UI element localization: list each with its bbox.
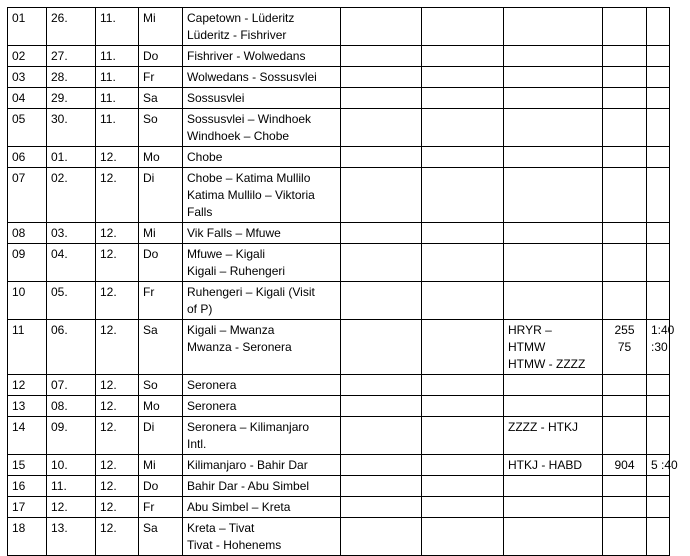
route-line: Seronera – Kilimanjaro — [187, 420, 310, 434]
weekday-cell: Sa — [139, 320, 183, 375]
empty-cell-a — [341, 417, 422, 455]
route-line: Kigali – Mwanza — [187, 323, 275, 337]
route-cell — [183, 282, 341, 320]
row-number-cell: 18 — [8, 518, 47, 556]
day-cell: 28. — [47, 67, 96, 88]
airport-codes-line: HTMW - ZZZZ — [508, 357, 586, 371]
route-line: Bahir Dar - Abu Simbel — [187, 479, 310, 493]
month-cell: 12. — [96, 168, 139, 223]
route-line: Fishriver - Wolwedans — [187, 49, 306, 63]
route-line: Kigali – Ruhengeri — [187, 264, 286, 278]
route-cell — [183, 320, 341, 375]
flight-time-cell — [647, 417, 670, 455]
row-number-cell: 06 — [8, 147, 47, 168]
empty-cell-b — [422, 476, 504, 497]
weekday-cell: Fr — [139, 497, 183, 518]
month-cell: 12. — [96, 396, 139, 417]
route-line: Ruhengeri – Kigali (Visit — [187, 285, 315, 299]
day-cell: 02. — [47, 168, 96, 223]
weekday-cell: Mo — [139, 396, 183, 417]
day-cell: 08. — [47, 396, 96, 417]
airport-codes-cell — [504, 518, 603, 556]
month-cell: 11. — [96, 8, 139, 46]
route-cell — [183, 455, 341, 476]
month-cell: 12. — [96, 476, 139, 497]
distance-line: 75 — [617, 340, 632, 354]
row-number-cell: 11 — [8, 320, 47, 375]
airport-codes-cell — [504, 46, 603, 67]
route-cell — [183, 375, 341, 396]
row-number-cell: 14 — [8, 417, 47, 455]
flight-time-cell — [647, 396, 670, 417]
weekday-cell: Sa — [139, 518, 183, 556]
empty-cell-a — [341, 46, 422, 67]
airport-codes-cell — [504, 67, 603, 88]
flight-time-cell — [647, 109, 670, 147]
weekday-cell: Fr — [139, 67, 183, 88]
empty-cell-b — [422, 88, 504, 109]
route-line: Katima Mullilo – Viktoria — [187, 188, 315, 202]
empty-cell-b — [422, 8, 504, 46]
flight-time-cell — [647, 147, 670, 168]
flight-time-cell — [647, 320, 675, 375]
route-cell — [183, 46, 341, 67]
flight-time-cell — [647, 88, 670, 109]
row-number-cell: 16 — [8, 476, 47, 497]
route-line: Kilimanjaro - Bahir Dar — [187, 458, 308, 472]
day-cell: 13. — [47, 518, 96, 556]
route-cell — [183, 396, 341, 417]
distance-cell — [603, 147, 647, 168]
distance-cell — [603, 396, 647, 417]
row-number-cell: 02 — [8, 46, 47, 67]
empty-cell-b — [422, 455, 504, 476]
distance-cell — [603, 168, 647, 223]
month-cell: 12. — [96, 282, 139, 320]
flight-time-cell — [647, 476, 670, 497]
flight-time-cell — [647, 8, 670, 46]
row-number-cell: 08 — [8, 223, 47, 244]
empty-cell-a — [341, 147, 422, 168]
empty-cell-b — [422, 109, 504, 147]
route-line: Seronera — [187, 378, 237, 392]
row-number-cell: 12 — [8, 375, 47, 396]
empty-cell-a — [341, 476, 422, 497]
day-cell: 09. — [47, 417, 96, 455]
empty-cell-a — [341, 88, 422, 109]
empty-cell-a — [341, 320, 422, 375]
empty-cell-b — [422, 396, 504, 417]
weekday-cell: Do — [139, 46, 183, 67]
route-line: Vik Falls – Mfuwe — [187, 226, 281, 240]
distance-cell — [603, 282, 647, 320]
day-cell: 30. — [47, 109, 96, 147]
row-number-cell: 13 — [8, 396, 47, 417]
day-cell: 01. — [47, 147, 96, 168]
month-cell: 11. — [96, 109, 139, 147]
airport-codes-cell — [504, 168, 603, 223]
weekday-cell: Mi — [139, 8, 183, 46]
airport-codes-cell — [504, 88, 603, 109]
route-line: Sossusvlei — [187, 91, 245, 105]
day-cell: 27. — [47, 46, 96, 67]
route-cell — [183, 223, 341, 244]
route-line: Chobe – Katima Mullilo — [187, 171, 311, 185]
distance-cell — [603, 223, 647, 244]
distance-cell — [603, 518, 647, 556]
route-line: Mwanza - Seronera — [187, 340, 292, 354]
flight-time-cell — [647, 67, 670, 88]
table-row — [8, 455, 670, 476]
table-row — [8, 244, 670, 282]
airport-codes-cell — [504, 147, 603, 168]
airport-codes-cell — [504, 455, 603, 476]
itinerary-table — [7, 7, 678, 556]
table-row — [8, 67, 670, 88]
day-cell: 06. — [47, 320, 96, 375]
table-row — [8, 109, 670, 147]
weekday-cell: So — [139, 375, 183, 396]
airport-codes-cell — [504, 476, 603, 497]
route-cell — [183, 147, 341, 168]
day-cell: 10. — [47, 455, 96, 476]
flight-time-cell — [647, 168, 670, 223]
flight-time-cell — [647, 282, 670, 320]
table-row — [8, 476, 670, 497]
month-cell: 12. — [96, 497, 139, 518]
route-cell — [183, 67, 341, 88]
day-cell: 29. — [47, 88, 96, 109]
row-number-cell: 01 — [8, 8, 47, 46]
route-cell — [183, 88, 341, 109]
empty-cell-b — [422, 375, 504, 396]
distance-cell — [603, 46, 647, 67]
airport-codes-line: HTKJ - HABD — [508, 458, 583, 472]
flight-time-cell — [647, 497, 670, 518]
flight-time-cell — [647, 518, 670, 556]
route-line: Sossusvlei – Windhoek — [187, 112, 312, 126]
table-row — [8, 417, 670, 455]
route-line: Lüderitz - Fishriver — [187, 28, 287, 42]
route-line: Mfuwe – Kigali — [187, 247, 266, 261]
weekday-cell: Sa — [139, 88, 183, 109]
day-cell: 07. — [47, 375, 96, 396]
distance-cell — [603, 497, 647, 518]
empty-cell-b — [422, 417, 504, 455]
empty-cell-b — [422, 320, 504, 375]
flight-time-cell — [647, 375, 670, 396]
empty-cell-b — [422, 147, 504, 168]
route-line: Windhoek – Chobe — [187, 129, 290, 143]
row-number-cell: 03 — [8, 67, 47, 88]
route-line: Wolwedans - Sossusvlei — [187, 70, 317, 84]
distance-cell — [603, 109, 647, 147]
day-cell: 05. — [47, 282, 96, 320]
empty-cell-a — [341, 396, 422, 417]
day-cell: 03. — [47, 223, 96, 244]
row-number-cell: 17 — [8, 497, 47, 518]
route-line: Intl. — [187, 437, 207, 451]
table-row — [8, 497, 670, 518]
distance-cell — [603, 417, 647, 455]
route-line: Tivat - Hohenems — [187, 538, 282, 552]
distance-line: 904 — [614, 458, 635, 472]
airport-codes-cell — [504, 417, 603, 455]
flight-time-cell — [647, 455, 678, 476]
weekday-cell: Mi — [139, 223, 183, 244]
route-cell — [183, 518, 341, 556]
route-line: Kreta – Tivat — [187, 521, 255, 535]
weekday-cell: Mo — [139, 147, 183, 168]
empty-cell-a — [341, 497, 422, 518]
table-row — [8, 320, 670, 375]
month-cell: 12. — [96, 417, 139, 455]
month-cell: 12. — [96, 244, 139, 282]
day-cell: 26. — [47, 8, 96, 46]
distance-cell — [603, 244, 647, 282]
route-cell — [183, 109, 341, 147]
route-cell — [183, 168, 341, 223]
distance-cell — [603, 8, 647, 46]
weekday-cell: Do — [139, 476, 183, 497]
weekday-cell: Do — [139, 244, 183, 282]
airport-codes-cell — [504, 320, 603, 375]
airport-codes-cell — [504, 497, 603, 518]
empty-cell-b — [422, 223, 504, 244]
route-line: Chobe — [187, 150, 223, 164]
table-row — [8, 46, 670, 67]
distance-cell — [603, 88, 647, 109]
empty-cell-a — [341, 67, 422, 88]
table-row — [8, 375, 670, 396]
flight-time-line: 5 :40 — [651, 458, 678, 472]
route-line: of P) — [187, 302, 213, 316]
table-row — [8, 282, 670, 320]
month-cell: 12. — [96, 223, 139, 244]
route-line: Falls — [187, 205, 213, 219]
route-cell — [183, 417, 341, 455]
day-cell: 11. — [47, 476, 96, 497]
empty-cell-b — [422, 67, 504, 88]
weekday-cell: Mi — [139, 455, 183, 476]
empty-cell-b — [422, 46, 504, 67]
airport-codes-cell — [504, 282, 603, 320]
empty-cell-b — [422, 168, 504, 223]
empty-cell-b — [422, 518, 504, 556]
empty-cell-a — [341, 244, 422, 282]
row-number-cell: 04 — [8, 88, 47, 109]
route-cell — [183, 497, 341, 518]
empty-cell-a — [341, 455, 422, 476]
airport-codes-cell — [504, 223, 603, 244]
row-number-cell: 10 — [8, 282, 47, 320]
empty-cell-a — [341, 282, 422, 320]
flight-time-line: 1:40 — [651, 323, 675, 337]
distance-cell — [603, 67, 647, 88]
month-cell: 11. — [96, 46, 139, 67]
airport-codes-cell — [504, 375, 603, 396]
month-cell: 11. — [96, 67, 139, 88]
row-number-cell: 05 — [8, 109, 47, 147]
row-number-cell: 15 — [8, 455, 47, 476]
route-line: Seronera — [187, 399, 237, 413]
weekday-cell: So — [139, 109, 183, 147]
distance-line: 255 — [614, 323, 635, 337]
airport-codes-line: HRYR – — [508, 323, 552, 337]
empty-cell-b — [422, 244, 504, 282]
airport-codes-line: HTMW — [508, 340, 546, 354]
empty-cell-a — [341, 8, 422, 46]
day-cell: 12. — [47, 497, 96, 518]
route-cell — [183, 244, 341, 282]
month-cell: 12. — [96, 518, 139, 556]
distance-cell — [603, 455, 647, 476]
route-cell — [183, 476, 341, 497]
airport-codes-cell — [504, 396, 603, 417]
month-cell: 12. — [96, 455, 139, 476]
distance-cell — [603, 375, 647, 396]
month-cell: 12. — [96, 375, 139, 396]
month-cell: 11. — [96, 88, 139, 109]
empty-cell-a — [341, 168, 422, 223]
route-cell — [183, 8, 341, 46]
itinerary-body — [8, 8, 678, 556]
flight-time-cell — [647, 223, 670, 244]
day-cell: 04. — [47, 244, 96, 282]
weekday-cell: Fr — [139, 282, 183, 320]
month-cell: 12. — [96, 147, 139, 168]
table-row — [8, 518, 670, 556]
month-cell: 12. — [96, 320, 139, 375]
row-number-cell: 09 — [8, 244, 47, 282]
empty-cell-a — [341, 109, 422, 147]
empty-cell-a — [341, 518, 422, 556]
empty-cell-b — [422, 282, 504, 320]
airport-codes-cell — [504, 8, 603, 46]
table-row — [8, 88, 670, 109]
table-row — [8, 396, 670, 417]
airport-codes-line: ZZZZ - HTKJ — [508, 420, 578, 434]
table-row — [8, 8, 670, 46]
route-line: Capetown - Lüderitz — [187, 11, 295, 25]
weekday-cell: Di — [139, 168, 183, 223]
weekday-cell: Di — [139, 417, 183, 455]
empty-cell-a — [341, 375, 422, 396]
route-line: Abu Simbel – Kreta — [187, 500, 291, 514]
flight-time-line: :30 — [651, 340, 668, 354]
distance-cell — [603, 476, 647, 497]
table-row — [8, 168, 670, 223]
airport-codes-cell — [504, 244, 603, 282]
flight-time-cell — [647, 46, 670, 67]
table-row — [8, 147, 670, 168]
flight-time-cell — [647, 244, 670, 282]
empty-cell-a — [341, 223, 422, 244]
row-number-cell: 07 — [8, 168, 47, 223]
table-row — [8, 223, 670, 244]
empty-cell-b — [422, 497, 504, 518]
distance-cell — [603, 320, 647, 375]
airport-codes-cell — [504, 109, 603, 147]
